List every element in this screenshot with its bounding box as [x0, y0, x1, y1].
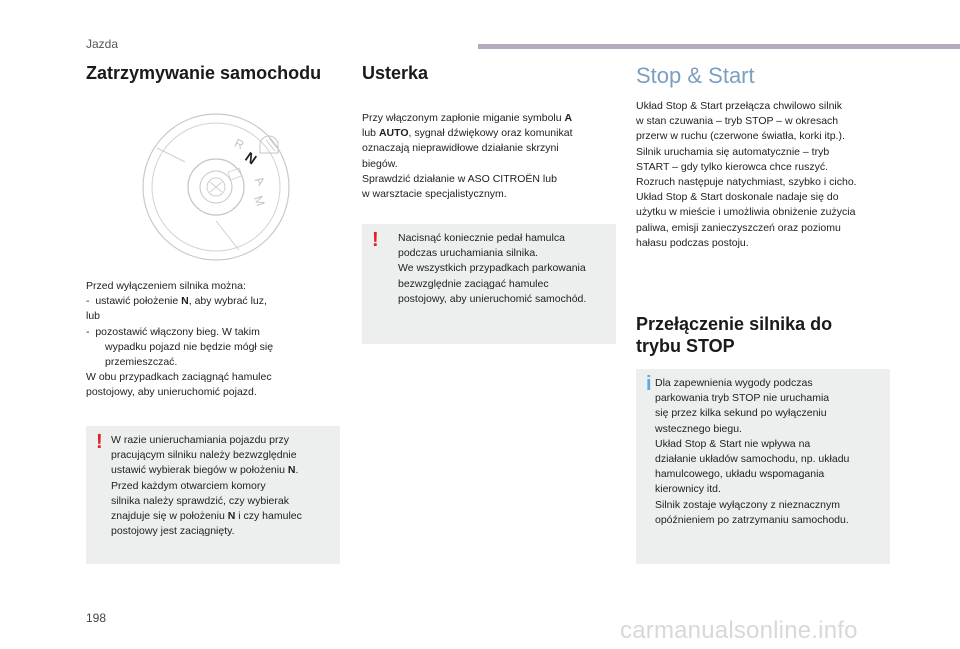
- title-stop-start: Stop & Start: [636, 63, 755, 88]
- fault-line: biegów.: [362, 157, 398, 170]
- stop-start-body: [636, 99, 896, 251]
- stopping-intro: Przed wyłączeniem silnika można:: [86, 280, 246, 292]
- stopping-item-1: - ustawić położenie N, aby wybrać luz,: [86, 295, 267, 308]
- dial-letter-m: M: [251, 193, 268, 209]
- column-stopping: [86, 62, 342, 84]
- stop-start-line: użytku w mieście i umożliwia obniżenie zużycia: [636, 206, 856, 219]
- fault-line: w warsztacie specjalistycznym.: [362, 188, 507, 201]
- stopping-or: lub: [86, 310, 101, 323]
- stop-start-line: Rozruch następuje natychmiast, szybko i cicho.: [636, 176, 857, 189]
- stop-start-line: Układ Stop & Start doskonale nadaje się do: [636, 191, 839, 204]
- fault-line: lub AUTO, sygnał dźwiękowy oraz komunikat: [362, 127, 573, 140]
- stopping-item-2-line-2: wypadku pojazd nie będzie mógł się: [105, 340, 274, 353]
- stop-start-line: hałasu podczas postoju.: [636, 236, 749, 249]
- stopping-item-2-line-3: przemieszczać.: [105, 356, 178, 369]
- note-line: opóźnieniem po zatrzymaniu samochodu.: [655, 513, 849, 526]
- note-line: pracującym silniku należy bezwzględnie: [111, 449, 297, 462]
- note-line: silnika należy sprawdzić, czy wybierak: [111, 494, 289, 507]
- fault-body: [362, 111, 618, 202]
- subtitle-line: Przełączenie silnika do: [636, 314, 833, 334]
- warning-note-fault: [362, 224, 616, 344]
- note-line: Silnik zostaje wyłączony z nieznacznym: [655, 498, 840, 511]
- note-line: We wszystkich przypadkach parkowania: [398, 262, 586, 275]
- note-line: Nacisnąć koniecznie pedał hamulca: [398, 232, 565, 244]
- note-line: W razie unieruchamiania pojazdu przy: [111, 434, 290, 446]
- stop-start-line: przerw w ruchu (czerwone światła, korki itp.).: [636, 130, 845, 143]
- note-line: kierownicy itd.: [655, 483, 721, 496]
- note-line: postojowy jest zaciągnięty.: [111, 525, 235, 538]
- title-stopping: Zatrzymywanie samochodu: [86, 63, 322, 83]
- stopping-outro-1: W obu przypadkach zaciągnąć hamulec: [86, 371, 272, 384]
- section-label: Jazda: [86, 37, 119, 51]
- stop-start-line: paliwa, emisji zanieczyszczeń oraz poziomu: [636, 221, 841, 234]
- header-bar: [478, 44, 960, 49]
- dial-letter-n: N: [242, 148, 260, 168]
- note-line: znajduje się w położeniu N i czy hamulec: [111, 510, 302, 523]
- fault-line: Sprawdzić działanie w ASO CITROËN lub: [362, 172, 557, 185]
- note-line: się przez kilka sekund po wyłączeniu: [655, 407, 827, 420]
- fault-line: Przy włączonym zapłonie miganie symbolu A: [362, 112, 573, 124]
- warning-note-stopping: [86, 426, 340, 564]
- subtitle-line: trybu STOP: [636, 336, 735, 356]
- info-note-stop-start: [636, 369, 890, 564]
- page-number: 198: [86, 611, 107, 625]
- warning-icon: !: [372, 229, 379, 251]
- stop-start-line: Silnik uruchamia się automatycznie – tryb: [636, 145, 830, 158]
- watermark: carmanualsonline.info: [620, 617, 858, 644]
- column-fault: [362, 62, 618, 84]
- fault-line: oznaczają nieprawidłowe działanie skrzyni: [362, 142, 559, 155]
- stopping-item-2-line-1: - pozostawić włączony bieg. W takim: [86, 325, 260, 338]
- stopping-body: [86, 279, 342, 401]
- column-stop-start: [636, 62, 892, 90]
- subtitle-stop-mode: [636, 313, 892, 357]
- gear-selector-dial-illustration: [139, 110, 293, 264]
- note-line: parkowania tryb STOP nie uruchamia: [655, 392, 830, 405]
- dial-letter-a: A: [251, 173, 269, 189]
- note-line: podczas uruchamiania silnika.: [398, 247, 539, 260]
- stop-start-line: START – gdy tylko kierowca chce ruszyć.: [636, 160, 828, 173]
- note-line: postojowy, aby unieruchomić samochód.: [398, 292, 587, 305]
- note-line: Układ Stop & Start nie wpływa na: [655, 437, 811, 450]
- stop-start-line: Układ Stop & Start przełącza chwilowo silnik: [636, 100, 843, 112]
- title-fault: Usterka: [362, 63, 429, 83]
- note-line: działanie układów samochodu, np. układu: [655, 453, 850, 466]
- stop-start-line: w stan czuwania – tryb STOP – w okresach: [636, 115, 839, 128]
- dial-letter-r: R: [232, 135, 247, 153]
- warning-icon: !: [96, 431, 103, 453]
- note-line: wstecznego biegu.: [655, 422, 742, 435]
- info-icon: i: [646, 373, 652, 395]
- note-line: bezwzględnie zaciągać hamulec: [398, 277, 549, 290]
- note-line: Przed każdym otwarciem komory: [111, 479, 266, 492]
- gear-selector-dial-icon: [139, 110, 293, 264]
- note-line: Dla zapewnienia wygody podczas: [655, 377, 813, 389]
- note-line: ustawić wybierak biegów w położeniu N.: [111, 464, 299, 477]
- stopping-outro-2: postojowy, aby unieruchomić pojazd.: [86, 386, 257, 399]
- note-line: hamulcowego, układu wspomagania: [655, 468, 825, 481]
